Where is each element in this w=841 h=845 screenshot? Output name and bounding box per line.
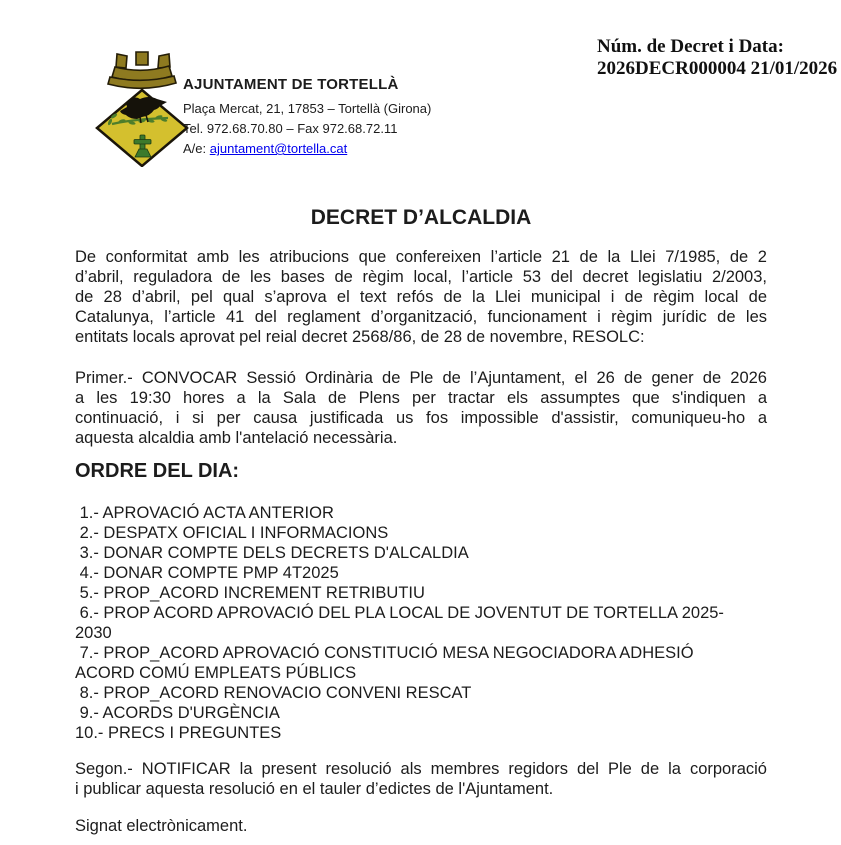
text-line: 3.- DONAR COMPTE DELS DECRETS D'ALCALDIA <box>75 544 469 562</box>
decree-ref <box>597 36 839 80</box>
text-line: 4.- DONAR COMPTE PMP 4T2025 <box>75 564 339 582</box>
crown-icon <box>108 52 176 88</box>
text-line: a les 19:30 hores a la Sala de Plens per tractar els assumptes que s'indiquen a <box>75 389 767 407</box>
document-body <box>75 206 767 836</box>
text-line: Primer.- CONVOCAR Sessió Ordinària de Ple de l’Ajuntament, el 26 de gener de 2026 <box>75 369 767 387</box>
text-line: De conformitat amb les atribucions que confereixen l’article 21 de la Llei 7/1985, de 2 <box>75 248 767 266</box>
text-line: continuació, i si per causa justificada us fos impossible d'assistir, comuniqueu-ho a <box>75 409 767 427</box>
text-line: 8.- PROP_ACORD RENOVACIO CONVENI RESCAT <box>75 684 472 702</box>
text-line: 2.- DESPATX OFICIAL I INFORMACIONS <box>75 524 389 542</box>
paragraph-primer <box>75 368 767 448</box>
org-phone-fax: Tel. 972.68.70.80 – Fax 972.68.72.11 <box>183 121 398 136</box>
email-label: A/e: <box>183 141 210 156</box>
text-line: entitats locals aprovat pel reial decret 2568/86, de 28 de novembre, RESOLC: <box>75 328 645 346</box>
text-line: 6.- PROP ACORD APROVACIÓ DEL PLA LOCAL DE JOVENTUT DE TORTELLA 2025- <box>75 604 724 622</box>
org-address: Plaça Mercat, 21, 17853 – Tortellà (Girona) <box>183 101 432 116</box>
text-line: d’abril, reguladora de les bases de règim local, l’article 53 del decret legislatiu 2/2003, <box>75 268 767 286</box>
org-header <box>183 76 431 159</box>
email-link[interactable]: ajuntament@tortella.cat <box>209 141 348 156</box>
paragraph-intro <box>75 247 767 347</box>
signature-note: Signat electrònicament. <box>75 817 248 835</box>
agenda-heading: ORDRE DEL DIA: <box>75 460 240 482</box>
text-line: 7.- PROP_ACORD APROVACIÓ CONSTITUCIÓ MESA NEGOCIADORA ADHESIÓ <box>75 644 694 662</box>
org-email-row <box>183 139 431 159</box>
decree-ref-label: Núm. de Decret i Data: <box>597 36 784 57</box>
text-line: Catalunya, l’article 41 del reglament d’organització, funcionament i règim jurídic de les <box>75 308 767 326</box>
org-name: AJUNTAMENT DE TORTELLÀ <box>183 76 399 93</box>
paragraph-segon <box>75 759 767 799</box>
text-line: 1.- APROVACIÓ ACTA ANTERIOR <box>75 504 334 522</box>
decree-ref-value: 2026DECR000004 21/01/2026 <box>597 58 838 79</box>
text-line: ACORD COMÚ EMPLEATS PÚBLICS <box>75 664 357 682</box>
text-line: de 28 d’abril, pel qual s’aprova el text refós de la Llei municipal i de règim local de <box>75 288 767 306</box>
text-line: Segon.- NOTIFICAR la present resolució als membres regidors del Ple de la corporació <box>75 760 767 778</box>
agenda-list <box>75 503 767 743</box>
text-line: 10.- PRECS I PREGUNTES <box>75 724 282 742</box>
tortella-coat-of-arms-logo <box>94 40 190 167</box>
text-line: aquesta alcaldia amb l'antelació necessària. <box>75 429 398 447</box>
text-line: i publicar aquesta resolució en el tauler d’edictes de l'Ajuntament. <box>75 780 554 798</box>
text-line: 9.- ACORDS D'URGÈNCIA <box>75 704 280 722</box>
text-line: 5.- PROP_ACORD INCREMENT RETRIBUTIU <box>75 584 425 602</box>
document-title: DECRET D’ALCALDIA <box>310 206 532 229</box>
text-line: 2030 <box>75 624 112 642</box>
